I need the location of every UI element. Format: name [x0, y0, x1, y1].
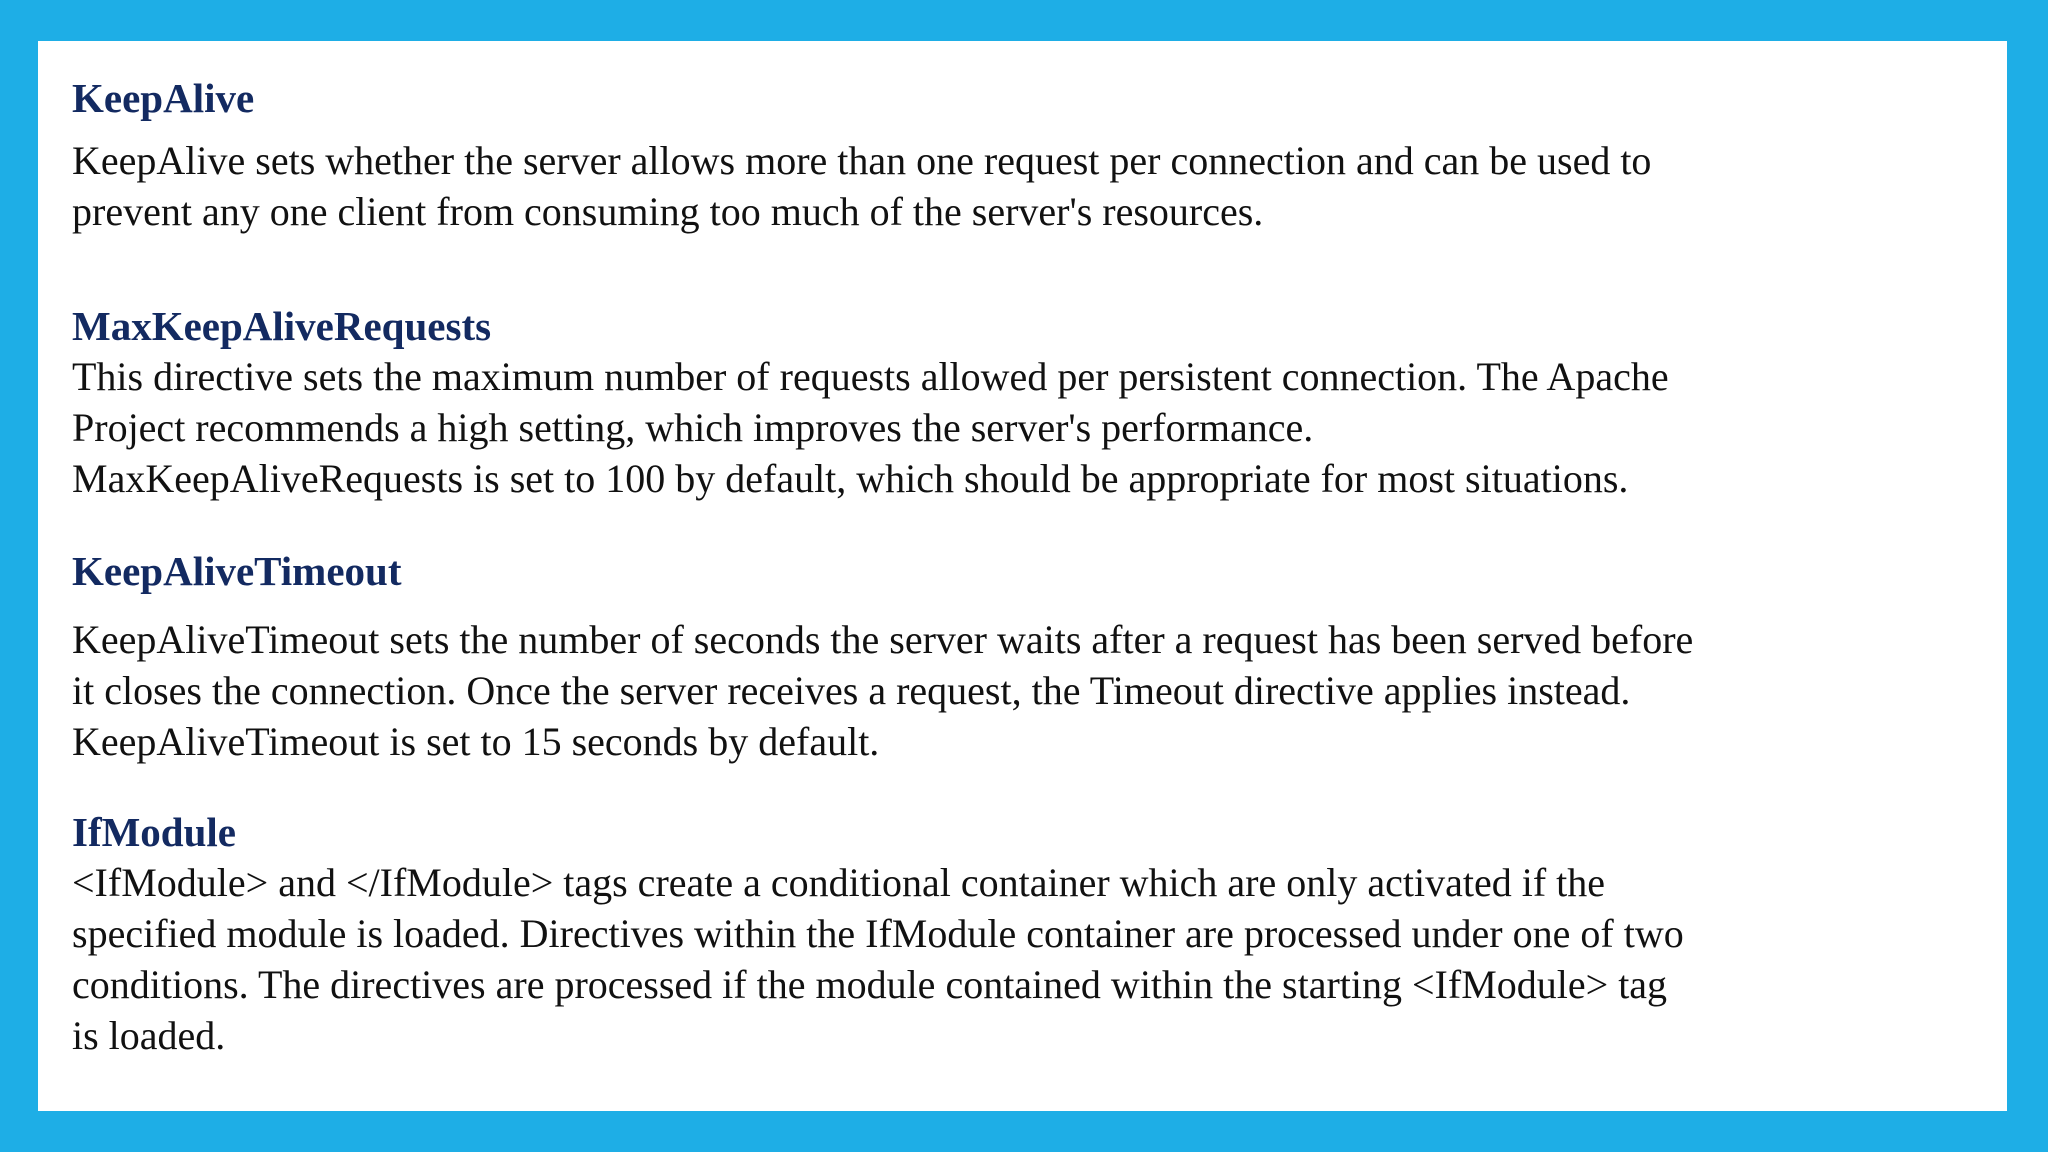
section-keepalivetimeout [72, 546, 2002, 767]
section-ifmodule [72, 807, 2002, 1061]
section-heading: MaxKeepAliveRequests [72, 303, 492, 349]
section-body: This directive sets the maximum number of requests allowed per persistent connection. The Apache Project recommends a high setting, which improves the server's performance. MaxKeepAliveRequests is set to 100 by default, which should be appropriate for most situations. [72, 354, 1669, 501]
content-panel [38, 41, 2007, 1111]
section-heading: KeepAlive [72, 75, 255, 121]
section-keepalive [72, 73, 2002, 237]
section-heading: KeepAliveTimeout [72, 548, 402, 594]
section-body: <IfModule> and </IfModule> tags create a conditional container which are only activated if the specified module is loaded. Directives within the IfModule container are processed under one of two conditions. The directives are processed if the module contained within the starting <IfModule> tag is loaded. [72, 860, 1684, 1058]
section-body: KeepAliveTimeout sets the number of seconds the server waits after a request has been served before it closes the connection. Once the server receives a request, the Timeout directive applies instead. KeepAliveTimeout is set to 15 seconds by default. [72, 617, 1694, 764]
section-maxkeepaliverequests [72, 301, 2002, 504]
section-body: KeepAlive sets whether the server allows more than one request per connection and can be used to prevent any one client from consuming too much of the server's resources. [72, 138, 1652, 234]
section-heading: IfModule [72, 809, 236, 855]
